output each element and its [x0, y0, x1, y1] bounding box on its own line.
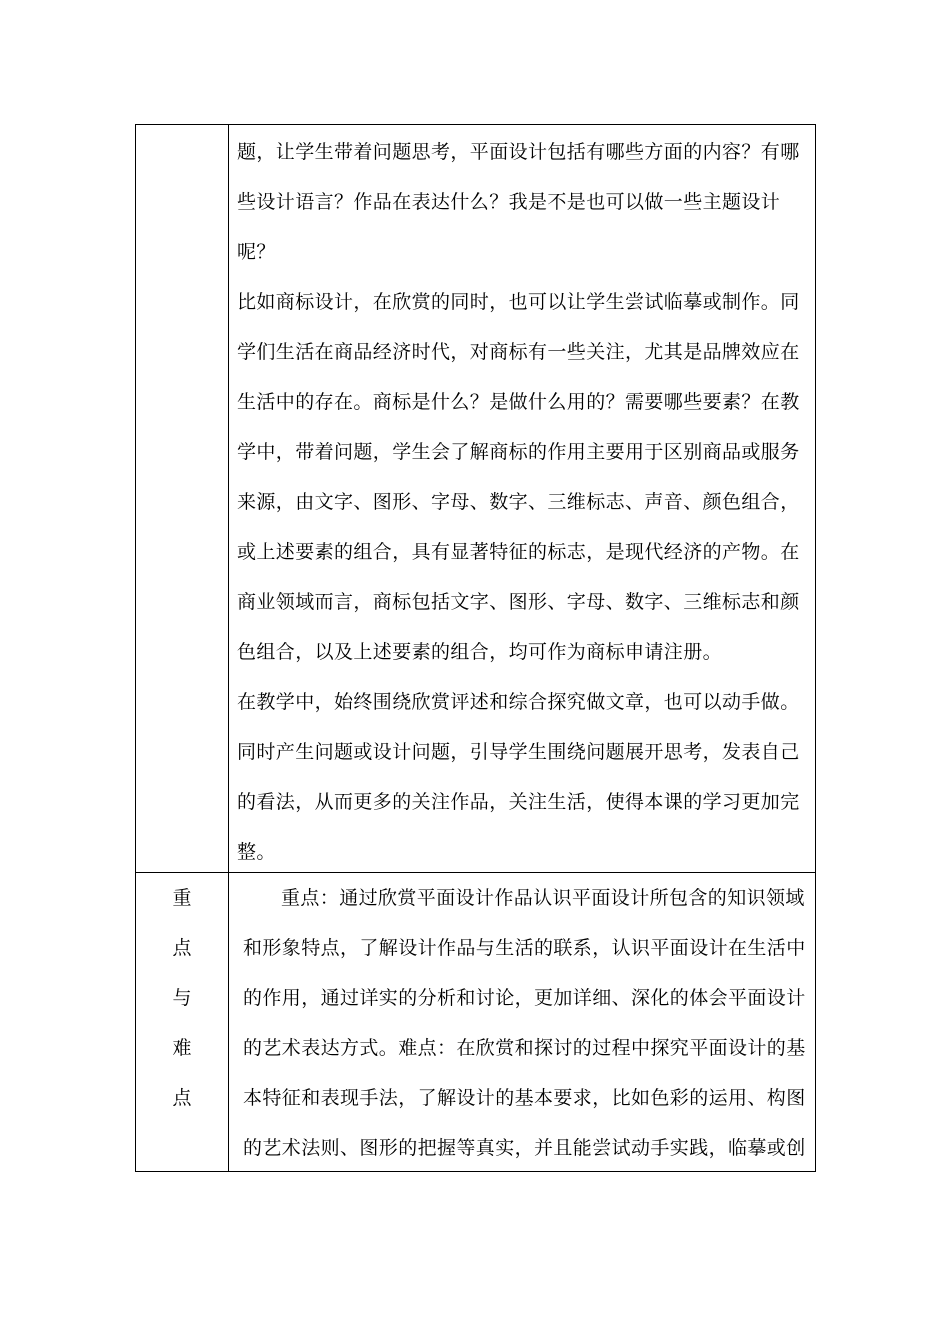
label-char: 重 [172, 887, 192, 909]
paragraph-line: 学中，带着问题，学生会了解商标的作用主要用于区别商品或服务 [237, 441, 800, 463]
paragraph-line: 题，让学生带着问题思考，平面设计包括有哪些方面的内容？有哪 [237, 141, 800, 163]
paragraph-line: 的艺术法则、图形的把握等真实，并且能尝试动手实践，临摹或创 [243, 1137, 806, 1159]
paragraph-line: 整。 [237, 841, 276, 863]
paragraph-line: 色组合，以及上述要素的组合，均可作为商标申请注册。 [237, 641, 723, 663]
key-difficult-points-label [136, 873, 229, 1171]
row-label-cell [136, 125, 229, 872]
label-char: 难 [172, 1037, 192, 1059]
label-char: 点 [172, 937, 192, 959]
paragraph-line: 的作用，通过详实的分析和讨论，更加详细、深化的体会平面设计 [243, 987, 806, 1009]
paragraph-line: 同时产生问题或设计问题，引导学生围绕问题展开思考，发表自己 [237, 741, 800, 763]
paragraph-line: 学们生活在商品经济时代，对商标有一些关注，尤其是品牌效应在 [237, 341, 800, 363]
table-row-teaching-process [136, 125, 815, 873]
paragraph-line: 或上述要素的组合，具有显著特征的标志，是现代经济的产物。在 [237, 541, 800, 563]
table-row-key-points [136, 873, 815, 1171]
paragraph-line: 生活中的存在。商标是什么？是做什么用的？需要哪些要素？在教 [237, 391, 800, 413]
paragraph-line: 的艺术表达方式。难点：在欣赏和探讨的过程中探究平面设计的基 [243, 1037, 806, 1059]
paragraph-line: 本特征和表现手法，了解设计的基本要求，比如色彩的运用、构图 [243, 1087, 806, 1109]
paragraph-line: 重点：通过欣赏平面设计作品认识平面设计所包含的知识领域 [281, 887, 805, 909]
lesson-plan-table [135, 124, 816, 1172]
paragraph-line: 比如商标设计，在欣赏的同时，也可以让学生尝试临摹或制作。同 [237, 291, 800, 313]
paragraph-line: 在教学中，始终围绕欣赏评述和综合探究做文章，也可以动手做。 [237, 691, 800, 713]
key-points-content [229, 873, 815, 1171]
teaching-process-content [229, 125, 815, 872]
label-char: 点 [172, 1087, 192, 1109]
paragraph-line: 商业领域而言，商标包括文字、图形、字母、数字、三维标志和颜 [237, 591, 800, 613]
paragraph-line: 些设计语言？作品在表达什么？我是不是也可以做一些主题设计 [237, 191, 781, 213]
label-char: 与 [172, 987, 192, 1009]
paragraph-line: 和形象特点，了解设计作品与生活的联系，认识平面设计在生活中 [243, 937, 806, 959]
paragraph-line: 呢？ [237, 241, 276, 263]
paragraph-line: 的看法，从而更多的关注作品，关注生活，使得本课的学习更加完 [237, 791, 800, 813]
paragraph-line: 来源，由文字、图形、字母、数字、三维标志、声音、颜色组合， [237, 491, 800, 513]
